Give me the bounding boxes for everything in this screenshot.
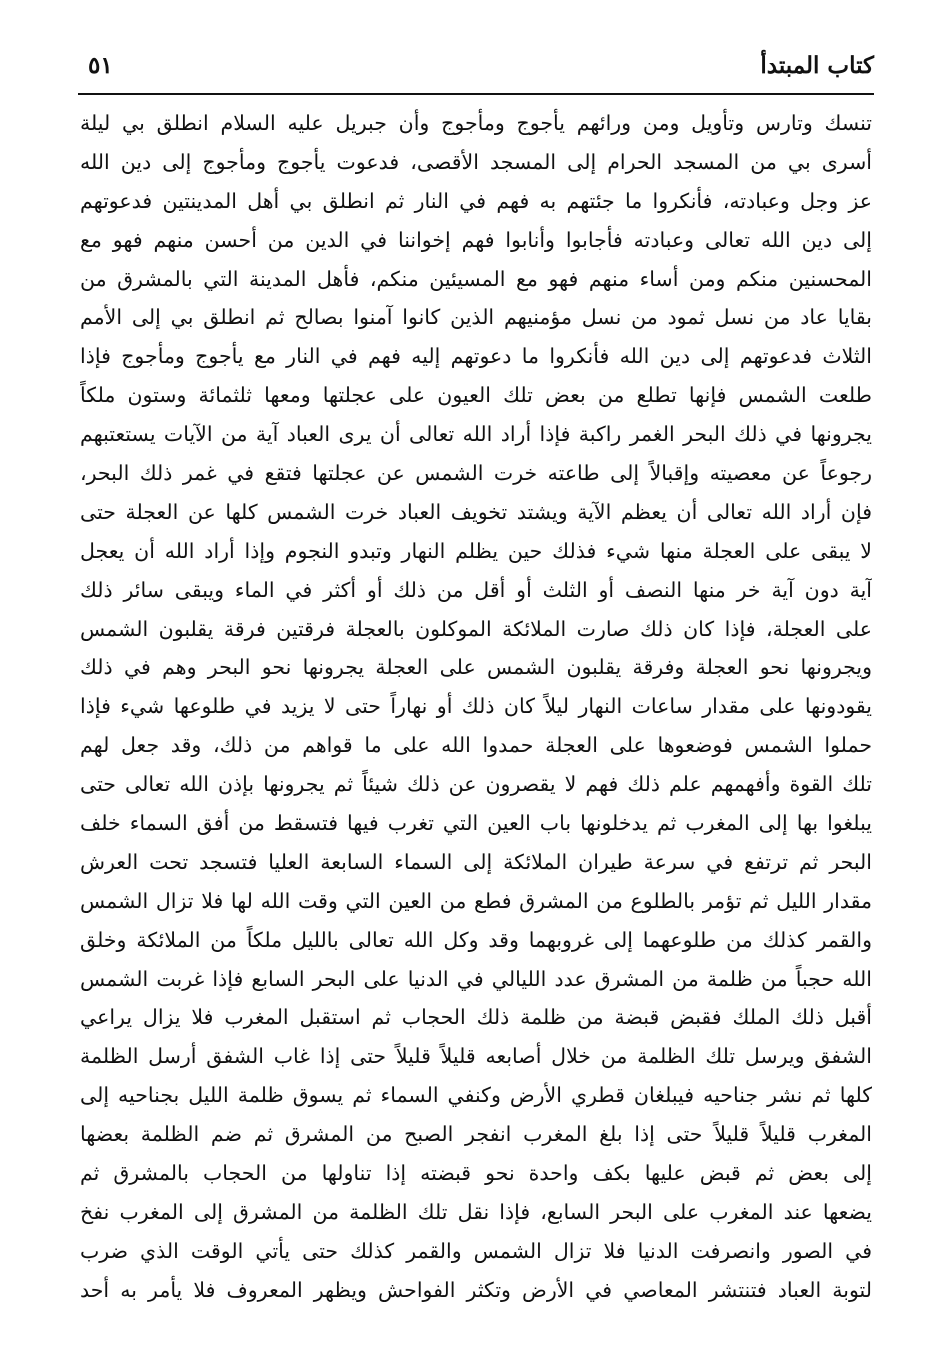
text-line: لتوبة العباد فتنتشر المعاصي في الأرض وتكثر الفواحش ويظهر المعروف فلا يأمر به أحد <box>80 1277 872 1302</box>
text-line: حملوا الشمس فوضعوها على العجلة حمدوا الله على ما قواهم من ذلك، وقد جعل لهم <box>80 733 872 758</box>
text-line: مقدار الليل ثم تؤمر بالطلوع من المشرق فطع من العين التي وقت الله لها فلا تزال الشمس <box>80 888 872 913</box>
text-line: المحسنين منكم ومن أساء منهم فهو مع المسيئين منكم، فأهل المدينة التي بالمشرق من <box>80 266 872 291</box>
text-line: تلك القوة وأفهمهم علم ذلك فهم لا يقصرون عن ذلك شيئاً ثم يجرونها بإذن الله تعالى حتى <box>80 772 872 797</box>
text-line: والقمر كذلك من طلوعهما إلى غروبهما وقد وكل الله تعالى بالليل ملكاً من الملائكة وخلق <box>80 927 872 952</box>
text-line: آية دون آية خر منها النصف أو الثلث أو أقل من ذلك أو أكثر في الماء ويبقى سائر ذلك <box>80 577 872 602</box>
body-text <box>80 104 872 1310</box>
text-line: البحر ثم ترتفع في سرعة طيران الملائكة إلى السماء السابعة العليا فتسجد تحت العرش <box>80 849 872 874</box>
text-line: الشفق ويرسل تلك الظلمة من خلال أصابعه قليلاً قليلاً حتى إذا غاب الشفق أرسل الظلمة <box>80 1044 872 1069</box>
text-line: الله حجباً من ظلمة من المشرق عدد الليالي في الدنيا على البحر السابع فإذا غربت الشمس <box>80 966 872 991</box>
text-line: إلى بعض ثم قبض عليها بكف واحدة نحو قبضته إذا تناولها من الحجاب بالمشرق ثم <box>80 1161 872 1186</box>
text-line: كلها ثم نشر جناحيه فيبلغان قطري الأرض وكنفي السماء ثم يسوق ظلمة الليل بجناحيه إلى <box>80 1083 872 1108</box>
text-line: يبلغوا بها إلى المغرب ثم يدخلونها باب العين التي تغرب فيها فتسقط من أفق السماء خلف <box>80 811 872 836</box>
text-line: في الصور وانصرفت الدنيا فلا تزال الشمس والقمر كذلك حتى يأتي الوقت الذي ضرب <box>80 1238 872 1263</box>
text-line: يجرونها في ذلك البحر الغمر راكبة فإذا أراد الله تعالى أن يرى العباد آية من الآيات يستعتبهم <box>80 422 872 447</box>
header-divider <box>78 93 874 95</box>
text-line: المغرب قليلاً قليلاً حتى إذا بلغ المغرب انفجر الصبح من المشرق ثم ضم الظلمة بعضها <box>80 1122 872 1147</box>
text-line: إلى دين الله تعالى وعبادته فأجابوا وأنابوا فهم إخواننا في الدين من أحسن منهم فهو مع <box>80 227 872 252</box>
page-header <box>78 50 874 90</box>
text-line: لا يبقى على العجلة منها شيء فذلك حين يظلم النهار وتبدو النجوم وإذا أراد الله أن يعجل <box>80 538 872 563</box>
text-line: ويجرونها نحو العجلة وفرقة يقلبون الشمس على العجلة يجرونها نحو البحر وهم في ذلك <box>80 655 872 680</box>
text-line: يقودونها على مقدار ساعات النهار ليلاً كان ذلك أو نهاراً حتى لا يزيد في طلوعها شيء فإذا <box>80 694 872 719</box>
text-line: أقبل ذلك الملك فقبض قبضة من ظلمة ذلك الحجاب ثم استقبل المغرب فلا يزال يراعي <box>80 1005 872 1030</box>
page-number: ٥١ <box>88 52 113 79</box>
text-line: فإن أراد الله تعالى أن يعظم الآية ويشتد تخويف العباد خرت الشمس كلها عن العجلة حتى <box>80 499 872 524</box>
text-line: يضعها عند المغرب على البحر السابع، فإذا نقل تلك الظلمة من المشرق إلى المغرب نفخ <box>80 1199 872 1224</box>
text-line: رجوعاً عن معصيته وإقبالاً إلى طاعته خرت الشمس عن عجلتها فتقع في غمر ذلك البحر، <box>80 461 872 486</box>
text-line: أسرى بي من المسجد الحرام إلى المسجد الأقصى، فدعوت يأجوج ومأجوج إلى دين الله <box>80 149 872 174</box>
text-line: عز وجل وعبادته، فأنكروا ما جئتهم به فهم في النار ثم انطلق بي أهل المدينتين فدعوتهم <box>80 188 872 213</box>
text-line: على العجلة، فإذا كان ذلك صارت الملائكة الموكلون بالعجلة فرقتين فرقة يقلبون الشمس <box>80 616 872 641</box>
book-title: كتاب المبتدأ <box>760 52 874 79</box>
text-line: طلعت الشمس فإنها تطلع من بعض تلك العيون على عجلتها ومعها ثلثمائة وستون ملكاً <box>80 383 872 408</box>
text-line: الثلاث فدعوتهم إلى دين الله فأنكروا ما دعوتهم إليه فهم في النار مع يأجوج ومأجوج فإذا <box>80 344 872 369</box>
text-line: بقايا عاد من نسل ثمود من نسل مؤمنيهم الذين كانوا آمنوا بصالح ثم انطلق بي إلى الأمم <box>80 305 872 330</box>
text-line: تنسك وتارس وتأويل ومن ورائهم يأجوج ومأجوج وأن جبريل عليه السلام انطلق بي ليلة <box>80 111 872 135</box>
